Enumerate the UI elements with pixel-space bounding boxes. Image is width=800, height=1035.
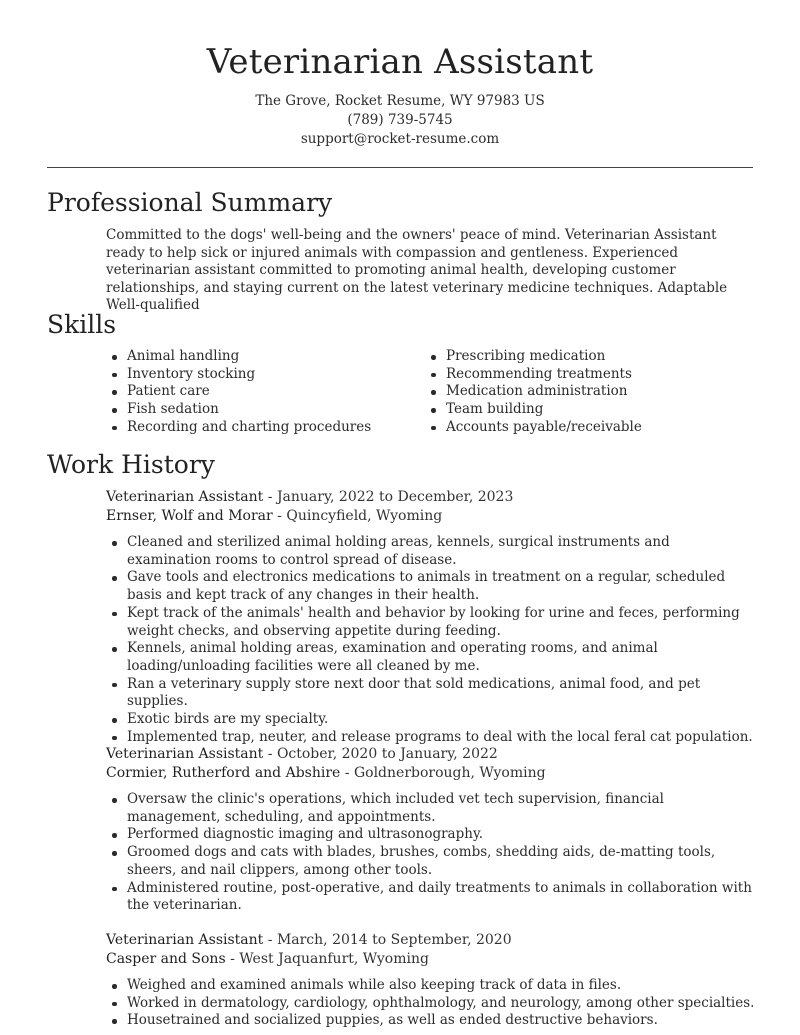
separator: - xyxy=(272,508,287,524)
job-location: West Jaquanfurt, Wyoming xyxy=(239,951,429,967)
job-duties xyxy=(106,977,756,1030)
job-title: Veterinarian Assistant xyxy=(106,746,264,762)
company-name: Cormier, Rutherford and Abshire xyxy=(106,765,341,781)
resume-header xyxy=(0,0,800,149)
duty-item: Gave tools and electronics medications to animals in treatment on a regular, scheduled basis and kept track of any changes in their health. xyxy=(106,569,756,604)
skills-list-left xyxy=(106,348,406,437)
job-entry xyxy=(106,488,756,746)
job-company-line xyxy=(106,764,756,783)
separator: - xyxy=(263,746,277,762)
duty-item: Performed diagnostic imaging and ultrasonography. xyxy=(106,826,756,844)
separator: - xyxy=(263,932,277,948)
duty-item: Kennels, animal holding areas, examination and operating rooms, and animal loading/unloading facilities were all cleaned by me. xyxy=(106,640,756,675)
skill-item: Prescribing medication xyxy=(425,348,725,366)
skill-item: Patient care xyxy=(106,383,406,401)
company-name: Casper and Sons xyxy=(106,951,226,967)
work-history-heading: Work History xyxy=(47,450,215,479)
duty-item: Worked in dermatology, cardiology, ophthalmology, and neurology, among other specialties. xyxy=(106,995,756,1013)
skill-item: Recording and charting procedures xyxy=(106,419,406,437)
duty-item: Exotic birds are my specialty. xyxy=(106,711,756,729)
company-name: Ernser, Wolf and Morar xyxy=(106,508,273,524)
summary-heading: Professional Summary xyxy=(47,188,333,217)
job-title-line xyxy=(106,488,756,507)
duty-item: Weighed and examined animals while also keeping track of data in files. xyxy=(106,977,756,995)
candidate-name: Veterinarian Assistant xyxy=(206,42,594,82)
skill-item: Medication administration xyxy=(425,383,725,401)
job-title-line xyxy=(106,745,756,764)
job-dates: January, 2022 to December, 2023 xyxy=(276,489,514,505)
job-location: Quincyfield, Wyoming xyxy=(286,508,443,524)
duty-item: Implemented trap, neuter, and release programs to deal with the local feral cat population. xyxy=(106,729,756,747)
job-company-line xyxy=(106,507,756,526)
separator: - xyxy=(263,489,277,505)
separator: - xyxy=(340,765,354,781)
job-dates: October, 2020 to January, 2022 xyxy=(276,746,498,762)
duty-item: Housetrained and socialized puppies, as well as ended destructive behaviors. xyxy=(106,1012,756,1030)
job-company-line xyxy=(106,950,756,969)
job-location: Goldnerborough, Wyoming xyxy=(353,765,546,781)
duty-item: Ran a veterinary supply store next door that sold medications, animal food, and pet supplies. xyxy=(106,676,756,711)
separator: - xyxy=(225,951,240,967)
skills-heading: Skills xyxy=(47,310,117,339)
skill-item: Accounts payable/receivable xyxy=(425,419,725,437)
job-duties xyxy=(106,791,756,915)
duty-item: Cleaned and sterilized animal holding areas, kennels, surgical instruments and examination rooms to control spread of disease. xyxy=(106,534,756,569)
skill-item: Animal handling xyxy=(106,348,406,366)
skill-item: Fish sedation xyxy=(106,401,406,419)
job-title-line xyxy=(106,931,756,950)
summary-text: Committed to the dogs' well-being and the owners' peace of mind. Veterinarian Assistant ready to help sick or injured animals with compassion and gentleness. Experienced veterinarian assistant committed to promoting animal health, developing customer relationships, and staying current on the latest veterinary medicine techniques. Adaptable Well-qualified xyxy=(106,227,728,314)
duty-item: Groomed dogs and cats with blades, brushes, combs, shedding aids, de-matting tools, sheers, and nail clippers, among other tools. xyxy=(106,844,756,879)
skill-item: Team building xyxy=(425,401,725,419)
job-title: Veterinarian Assistant xyxy=(106,932,264,948)
skills-list-right xyxy=(425,348,725,437)
duty-item: Oversaw the clinic's operations, which included vet tech supervision, financial management, scheduling, and appointments. xyxy=(106,791,756,826)
job-dates: March, 2014 to September, 2020 xyxy=(276,932,512,948)
duty-item: Administered routine, post-operative, and daily treatments to animals in collaboration with the veterinarian. xyxy=(106,880,756,915)
job-entry xyxy=(106,745,756,915)
skill-item: Inventory stocking xyxy=(106,366,406,384)
duty-item: Kept track of the animals' health and behavior by looking for urine and feces, performing weight checks, and observing appetite during feeding. xyxy=(106,605,756,640)
email: support@rocket-resume.com xyxy=(300,131,500,147)
contact-block xyxy=(0,92,800,149)
header-divider xyxy=(47,167,753,168)
address: The Grove, Rocket Resume, WY 97983 US xyxy=(255,93,545,109)
job-entry xyxy=(106,931,756,1030)
phone: (789) 739-5745 xyxy=(347,112,453,128)
job-duties xyxy=(106,534,756,746)
job-title: Veterinarian Assistant xyxy=(106,489,264,505)
skill-item: Recommending treatments xyxy=(425,366,725,384)
